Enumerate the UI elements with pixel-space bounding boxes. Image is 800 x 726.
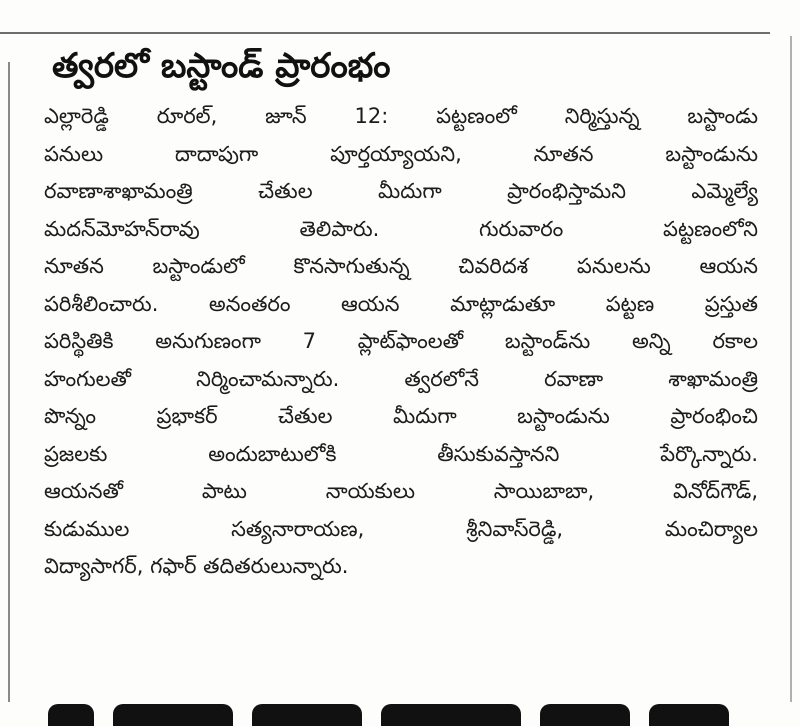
cropped-glyph bbox=[381, 704, 521, 726]
article-line: పొన్నం ప్రభాకర్ చేతుల మీదుగా బస్టాండును ప్రారంభించి bbox=[44, 404, 758, 428]
article-line: నూతన బస్టాండులో కొనసాగుతున్న చివరిదశ పనులను ఆయన bbox=[44, 254, 758, 278]
cropped-glyph bbox=[113, 704, 233, 726]
article-line: పరిస్థితికి అనుగుణంగా 7 ప్లాట్‌ఫాంలతో బస్టాండ్‌ను అన్ని రకాల bbox=[44, 329, 758, 353]
column-top-rule bbox=[0, 32, 770, 34]
article-line: ఎల్లారెడ్డి రూరల్, జూన్ 12: పట్టణంలో నిర్మిస్తున్న బస్టాండు bbox=[44, 104, 758, 128]
column-right-rule bbox=[790, 36, 792, 702]
cropped-glyph bbox=[540, 704, 630, 726]
news-article bbox=[44, 40, 758, 586]
article-line: పరిశీలించారు. అనంతరం ఆయన మాట్లాడుతూ పట్టణ ప్రస్తుత bbox=[44, 291, 758, 316]
article-line: ప్రజలకు అందుబాటులోకి తీసుకువస్తానని పేర్కొన్నారు. bbox=[44, 441, 758, 466]
article-body bbox=[44, 98, 758, 586]
article-line: హంగులతో నిర్మించామన్నారు. త్వరలోనే రవాణా శాఖామంత్రి bbox=[44, 366, 758, 391]
article-line: ఆయనతో పాటు నాయకులు సాయిబాబా, వినోద్‌గౌడ్, bbox=[44, 479, 758, 503]
cropped-next-headline bbox=[40, 704, 760, 726]
article-line: విద్యాసాగర్, గఫార్ తదితరులున్నారు. bbox=[44, 554, 349, 578]
cropped-glyph bbox=[649, 704, 729, 726]
article-line: రవాణాశాఖామంత్రి చేతుల మీదుగా ప్రారంభిస్తామని ఎమ్మెల్యే bbox=[44, 179, 758, 203]
article-line: మదన్‌మోహన్‌రావు తెలిపారు. గురువారం పట్టణంలోని bbox=[44, 216, 758, 241]
cropped-glyph bbox=[252, 704, 362, 726]
cropped-glyph bbox=[48, 704, 94, 726]
cropped-previous-text bbox=[30, 0, 150, 6]
article-line: పనులు దాదాపుగా పూర్తయ్యాయని, నూతన బస్టాండును bbox=[44, 141, 758, 166]
article-headline: త్వరలో బస్టాండ్ ప్రారంభం bbox=[52, 46, 391, 86]
column-left-rule bbox=[8, 62, 10, 702]
article-line: కుడుముల సత్యనారాయణ, శ్రీనివాస్‌రెడ్డి, మంచిర్యాల bbox=[44, 516, 758, 541]
